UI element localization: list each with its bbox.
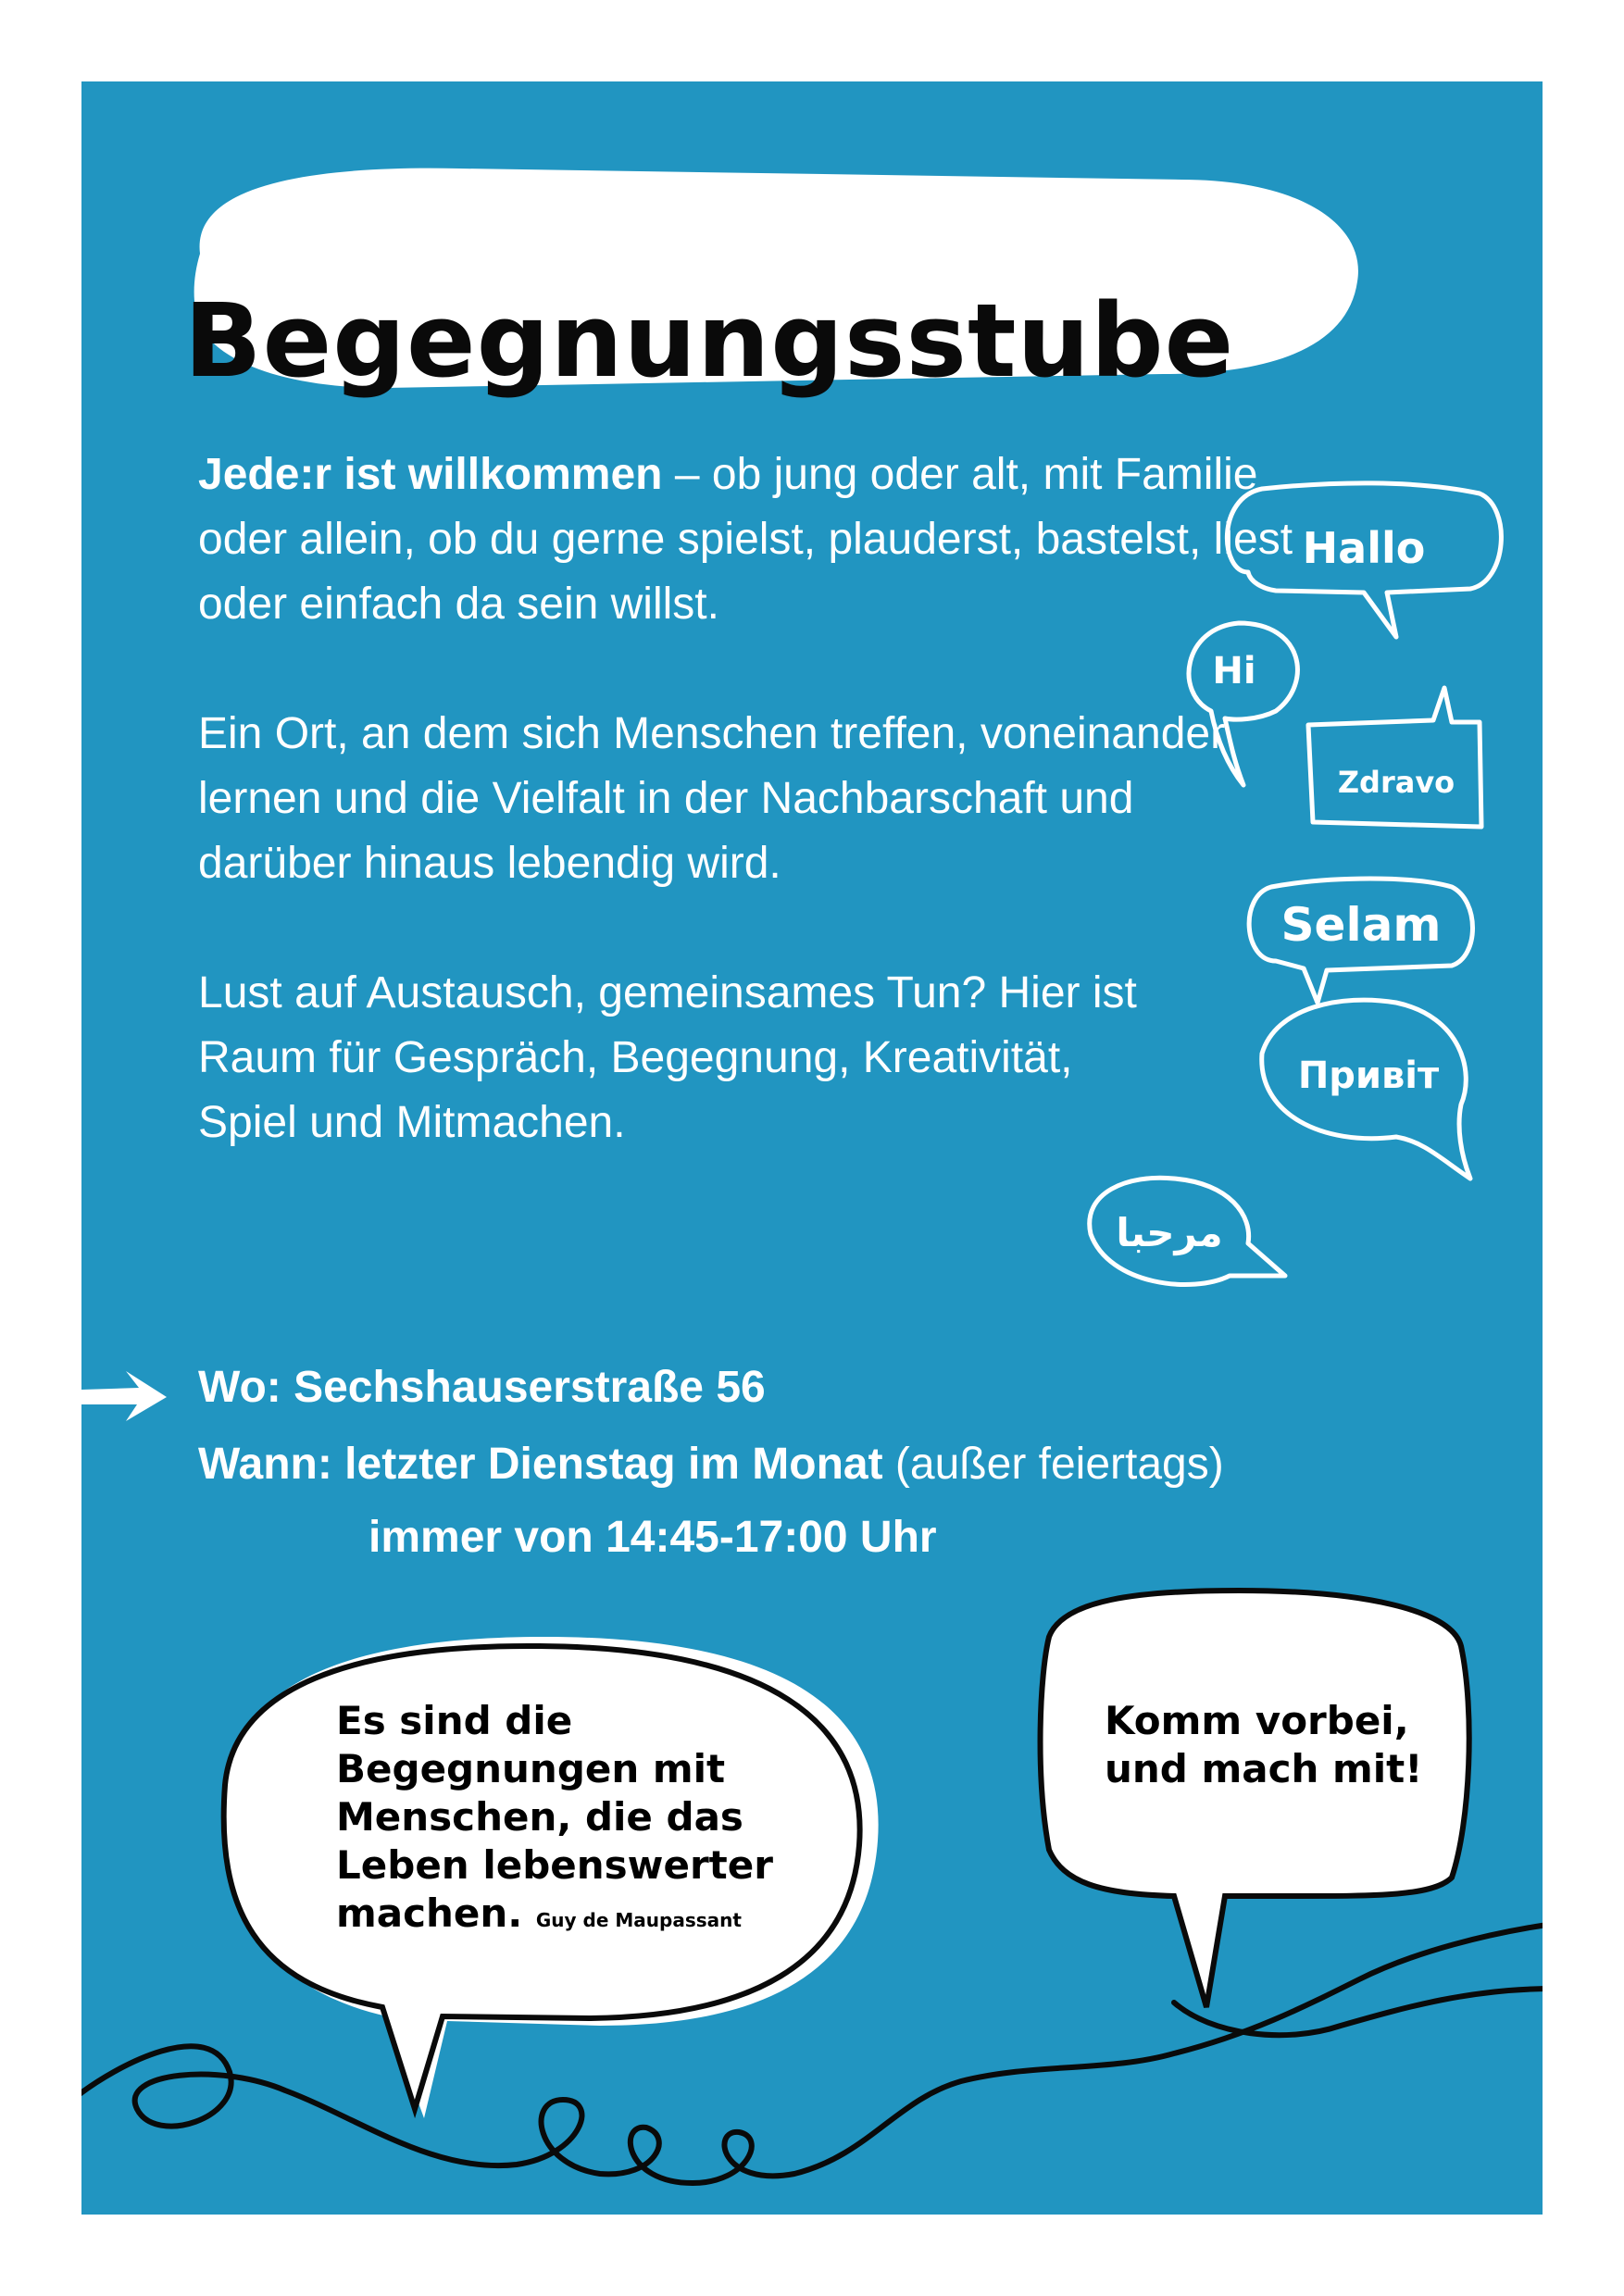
- greeting-marhaba: مرحبا: [1116, 1210, 1223, 1255]
- intro-paragraph-3: Lust auf Austausch, gemeinsames Tun? Hier ist Raum für Gespräch, Begegnung, Kreativität, Spiel und Mitmachen.: [198, 968, 1137, 1147]
- cta-bubble: [1041, 1591, 1469, 2007]
- intro-welcome-rest: – ob jung oder alt, mit Familie oder allein, ob du gerne spielst, plauderst, bastelst, liest oder einfach da sein willst.: [198, 450, 1293, 629]
- greeting-zdravo: Zdravo: [1337, 765, 1455, 800]
- greeting-privit: Привіт: [1297, 1054, 1440, 1097]
- poster: [81, 81, 1543, 2215]
- time-range: immer von 14:45-17:00 Uhr: [369, 1513, 937, 1562]
- quote-author: Guy de Maupassant: [535, 1909, 742, 1931]
- greeting-selam: Selam: [1280, 898, 1442, 952]
- location: Wo: Sechshauserstraße 56: [198, 1363, 766, 1412]
- squiggle-line-2: [1174, 1989, 1543, 2035]
- page-title: Begegnungsstube: [183, 281, 1235, 400]
- time-note: (außer feiertags): [882, 1440, 1224, 1489]
- intro-paragraph-2: Ein Ort, an dem sich Menschen treffen, voneinander lernen und die Vielfalt in der Nachbarschaft und darüber hinaus lebendig wird.: [198, 709, 1226, 888]
- cta-text: Komm vorbei, und mach mit!: [1105, 1698, 1423, 1791]
- greeting-hallo: Hallo: [1302, 523, 1426, 573]
- greeting-hi: Hi: [1212, 650, 1256, 693]
- intro-welcome: Jede:r ist willkommen: [198, 450, 663, 499]
- time-label: Wann: letzter Dienstag im Monat: [198, 1440, 883, 1489]
- quote-text: Es sind die Begegnungen mit Menschen, die das Leben lebenswerter machen. Guy de Maupassant: [336, 1698, 773, 1936]
